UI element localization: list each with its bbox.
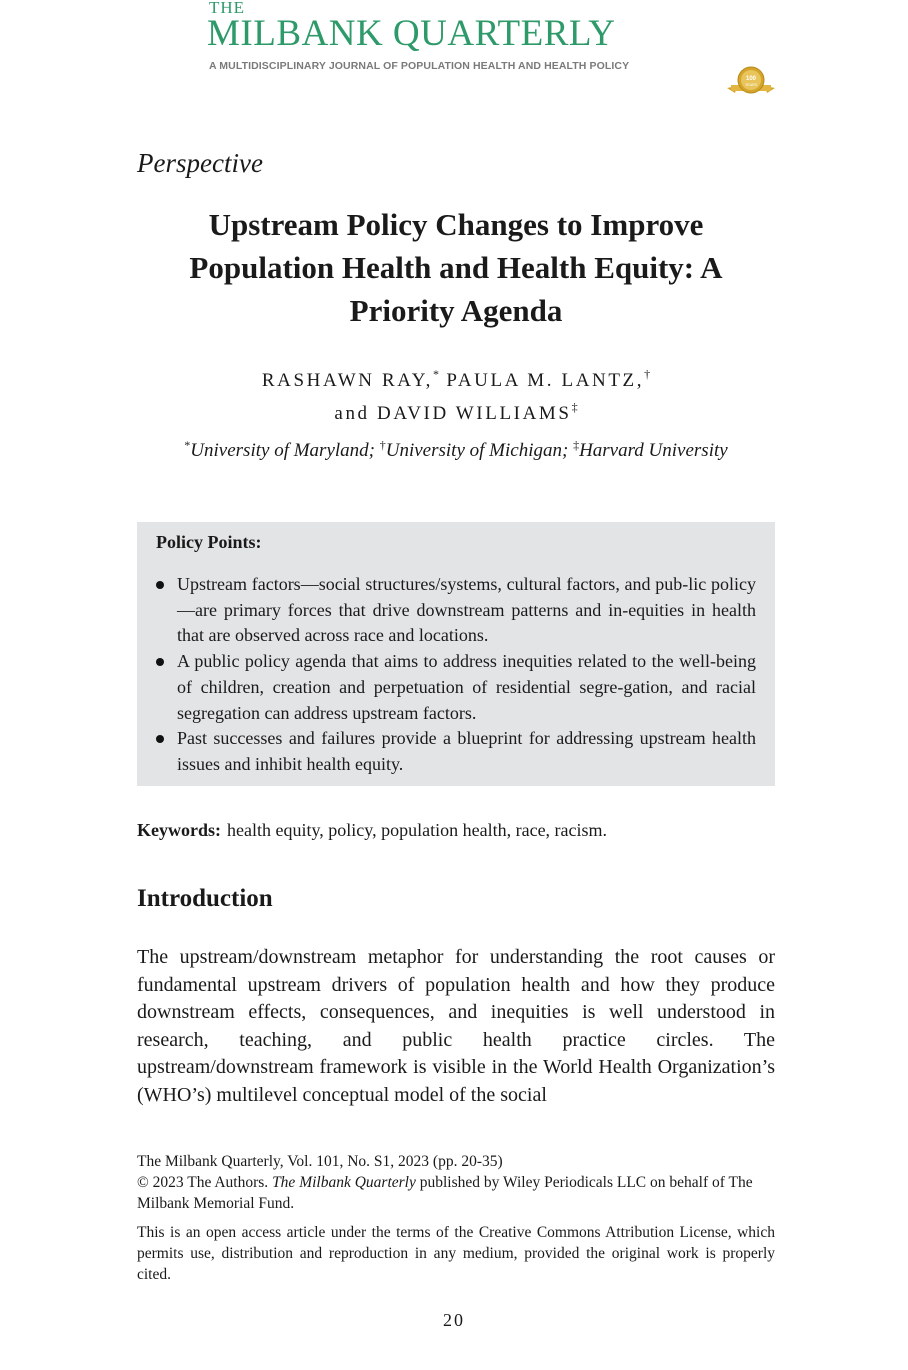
centennial-seal-icon	[725, 66, 777, 96]
masthead-the: THE	[209, 0, 246, 17]
list-item	[156, 726, 756, 777]
author-list	[137, 361, 775, 427]
affiliation: Harvard University	[579, 440, 728, 461]
page-number: 20	[443, 1310, 465, 1330]
list-item	[156, 572, 756, 649]
journal-title: MILBANK QUARTERLY	[207, 13, 616, 54]
copyright-prefix: © 2023 The Authors.	[137, 1174, 273, 1191]
policy-points-list	[156, 572, 756, 778]
affiliation-mark: †	[379, 438, 386, 452]
article-title: Upstream Policy Changes to Improve Population Health and Health Equity: A Priority Agenda	[189, 207, 723, 328]
affiliation: University of Michigan;	[385, 440, 574, 461]
author-name: RASHAWN RAY,	[261, 370, 434, 391]
author-mark: ‡	[571, 400, 578, 414]
affiliation-mark: *	[184, 438, 191, 452]
policy-point-text: A public policy agenda that aims to address inequities related to the well-being of children, creation and perpetuation of residential segre-gation, and racial segregation can address upstream factors.	[177, 651, 756, 723]
copyright-journal: The Milbank Quarterly	[272, 1174, 416, 1191]
journal-masthead	[207, 0, 787, 100]
journal-subtitle: A MULTIDISCIPLINARY JOURNAL OF POPULATION HEALTH AND HEALTH POLICY	[209, 60, 630, 72]
article-type-label: Perspective	[137, 148, 263, 178]
author-affiliations	[137, 438, 775, 462]
author-mark: *	[433, 367, 440, 381]
bullet-icon	[156, 581, 164, 589]
bullet-icon	[156, 658, 164, 666]
keywords-line	[137, 820, 607, 841]
copyright-suffix: published by Wiley Periodicals LLC on behalf of The Milbank Memorial Fund.	[137, 1174, 753, 1212]
author-name: DAVID WILLIAMS	[369, 403, 572, 424]
keywords-value: health equity, policy, population health, race, racism.	[227, 820, 608, 840]
svg-text:YEARS: YEARS	[745, 83, 757, 87]
affiliation: University of Maryland;	[190, 440, 380, 461]
author-mark: †	[644, 367, 651, 381]
policy-point-text: Past successes and failures provide a blueprint for addressing upstream health issues and inhibit health equity.	[177, 728, 756, 774]
affiliation-mark: ‡	[573, 438, 580, 452]
author-conjunction: and	[334, 403, 370, 424]
bullet-icon	[156, 735, 164, 743]
policy-points-heading: Policy Points:	[156, 532, 262, 552]
copyright-line	[137, 1172, 775, 1214]
body-paragraph: The upstream/downstream metaphor for understanding the root causes or fundamental upstream drivers of population health and how they produce downstream effects, consequences, and inequities is well understood in research, teaching, and public health practice circles. The upstream/downstream framework is visible in the World Health Organization’s (WHO’s) multilevel conceptual model of the social	[137, 946, 775, 1106]
policy-points-box	[137, 522, 775, 786]
author-name: PAULA M. LANTZ,	[439, 370, 645, 391]
policy-point-text: Upstream factors—social structures/systems, cultural factors, and pub-lic policy—are primary forces that drive downstream patterns and in-equities in health that are observed across race and locations.	[177, 574, 756, 646]
svg-text:100: 100	[745, 76, 757, 82]
citation-footer	[137, 1151, 775, 1214]
section-heading-introduction: Introduction	[137, 885, 273, 912]
citation-line: The Milbank Quarterly, Vol. 101, No. S1, 2023 (pp. 20-35)	[137, 1153, 503, 1170]
keywords-label: Keywords:	[137, 820, 221, 840]
license-notice: This is an open access article under the terms of the Creative Commons Attribution License, which permits use, distribution and reproduction in any medium, provided the original work is properly cited.	[137, 1224, 775, 1283]
list-item	[156, 649, 756, 726]
